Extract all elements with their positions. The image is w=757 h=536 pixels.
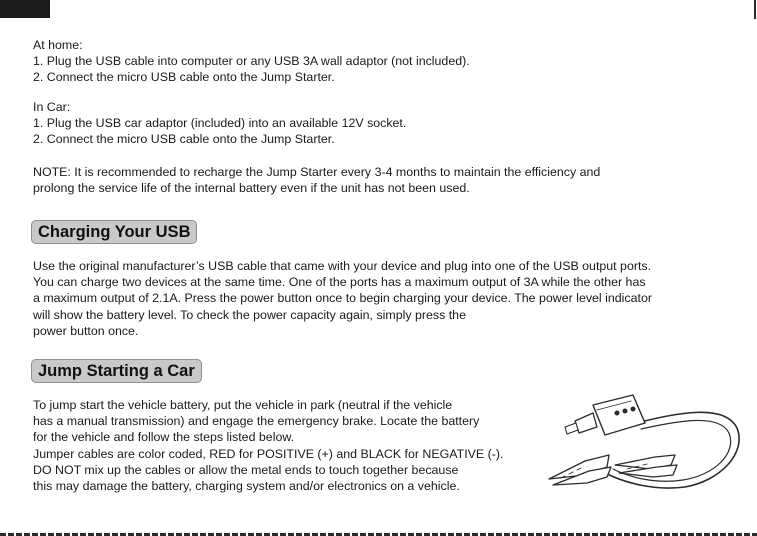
jump-line: has a manual transmission) and engage the emergency brake. Locate the battery bbox=[33, 414, 480, 429]
charging-line: will show the battery level. To check the power capacity again, simply press the bbox=[33, 307, 466, 322]
in-car-heading: In Car: bbox=[33, 100, 71, 114]
charging-usb-heading: Charging Your USB bbox=[31, 220, 197, 244]
in-car-step-1: 1. Plug the USB car adaptor (included) into an available 12V socket. bbox=[33, 116, 407, 131]
jump-line: Jumper cables are color coded, RED for POSITIVE (+) and BLACK for NEGATIVE (-). bbox=[33, 446, 504, 461]
charging-line: You can charge two devices at the same time. One of the ports has a maximum output of 3A while the other has bbox=[33, 275, 646, 290]
at-home-heading: At home: bbox=[33, 38, 83, 52]
charging-line: a maximum output of 2.1A. Press the power button once to begin charging your device. The power level indicator bbox=[33, 291, 652, 306]
edge-rule bbox=[754, 0, 756, 19]
charging-line: power button once. bbox=[33, 323, 139, 338]
jump-line: this may damage the battery, charging system and/or electronics on a vehicle. bbox=[33, 479, 460, 494]
note-line: prolong the service life of the internal battery even if the unit has not been used. bbox=[33, 181, 470, 196]
at-home-step-1: 1. Plug the USB cable into computer or any USB 3A wall adaptor (not included). bbox=[33, 54, 470, 69]
at-home-section bbox=[33, 37, 470, 86]
jump-line: for the vehicle and follow the steps listed below. bbox=[33, 430, 295, 445]
jumper-cable-clamps-icon bbox=[545, 383, 745, 499]
jump-line: To jump start the vehicle battery, put the vehicle in park (neutral if the vehicle bbox=[33, 398, 453, 412]
jump-line: DO NOT mix up the cables or allow the metal ends to touch together because bbox=[33, 462, 459, 477]
corner-block bbox=[0, 0, 50, 18]
in-car-step-2: 2. Connect the micro USB cable onto the Jump Starter. bbox=[33, 132, 335, 147]
charging-line: Use the original manufacturer’s USB cable that came with your device and plug into one of the USB output ports. bbox=[33, 259, 652, 273]
charging-usb-body bbox=[33, 258, 652, 339]
in-car-section bbox=[33, 99, 406, 148]
at-home-step-2: 2. Connect the micro USB cable onto the Jump Starter. bbox=[33, 70, 335, 85]
jump-starting-heading: Jump Starting a Car bbox=[31, 359, 202, 383]
note-line: NOTE: It is recommended to recharge the Jump Starter every 3-4 months to maintain the efficiency and bbox=[33, 165, 601, 179]
recharge-note bbox=[33, 164, 600, 196]
jump-starting-body bbox=[33, 397, 503, 494]
